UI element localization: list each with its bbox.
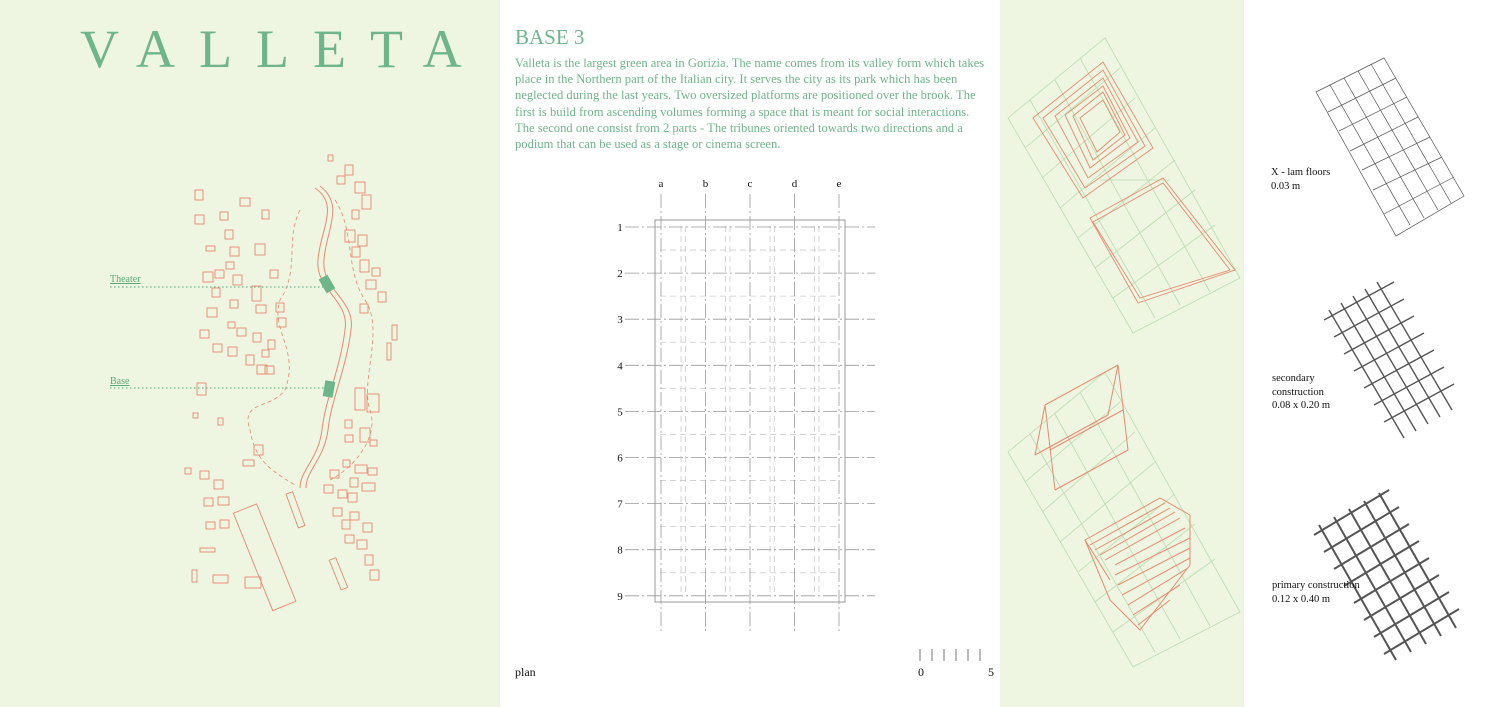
plan-panel [500,0,1000,707]
axonometric-panel [1000,0,1244,707]
scale-start-label: 0 [918,665,924,679]
map-label-theater: Theater [110,274,141,285]
layer-primary [1272,579,1362,606]
plan-label: plan [515,665,536,679]
plan-axis-label-6: 6 [617,452,623,465]
plan-axis-label-2: 2 [617,268,623,281]
plan-axis-label-5: 5 [617,406,623,419]
site-panel [0,0,500,707]
layer-xlam-size: 0.03 m [1271,180,1301,192]
layer-xlam-name: X - lam floors [1271,167,1331,178]
plan-axis-label-1: 1 [617,222,623,234]
section-description: Valleta is the largest green area in Gorizia. The name comes from its valley form which takes place in the Northern part of the Italian city. It serves the city as its park which has been neglected during the last years. Two oversized platforms are positioned over the brook. The first is build from ascending volumes forming a space that is meant for social interactions. The second one consist from 2 parts - The tribunes oriented towards two directions and a podium that can be used as a stage or cinema screen. [515,56,985,152]
plan-axis-label-4: 4 [617,360,623,373]
plan-axis-label-9: 9 [617,590,623,603]
plan-axis-label-a: a [658,178,664,190]
plan-axis-label-7: 7 [617,498,623,511]
site-map [0,0,500,707]
layer-xlam [1271,166,1361,193]
layer-secondary-size: 0.08 x 0.20 m [1272,400,1331,411]
section-title: BASE 3 [515,25,585,49]
plan-axis-label-8: 8 [617,544,623,557]
construction-layers-panel [1244,0,1500,707]
layer-secondary-name: secondary construction [1272,373,1324,398]
map-label-base: Base [110,376,130,387]
axonometric-drawings [1000,0,1244,707]
plan-axis-label-d: d [791,178,798,190]
plan-drawing [500,0,1000,707]
project-title: VALLETA [80,19,486,79]
layer-secondary [1272,372,1362,413]
layer-primary-name: primary construction [1272,580,1360,591]
layer-primary-size: 0.12 x 0.40 m [1272,593,1331,605]
plan-axis-label-c: c [747,178,753,190]
plan-axis-label-3: 3 [617,314,623,327]
scale-end-label: 5 [988,665,994,679]
plan-axis-label-b: b [702,178,709,190]
plan-axis-label-e: e [836,178,842,190]
